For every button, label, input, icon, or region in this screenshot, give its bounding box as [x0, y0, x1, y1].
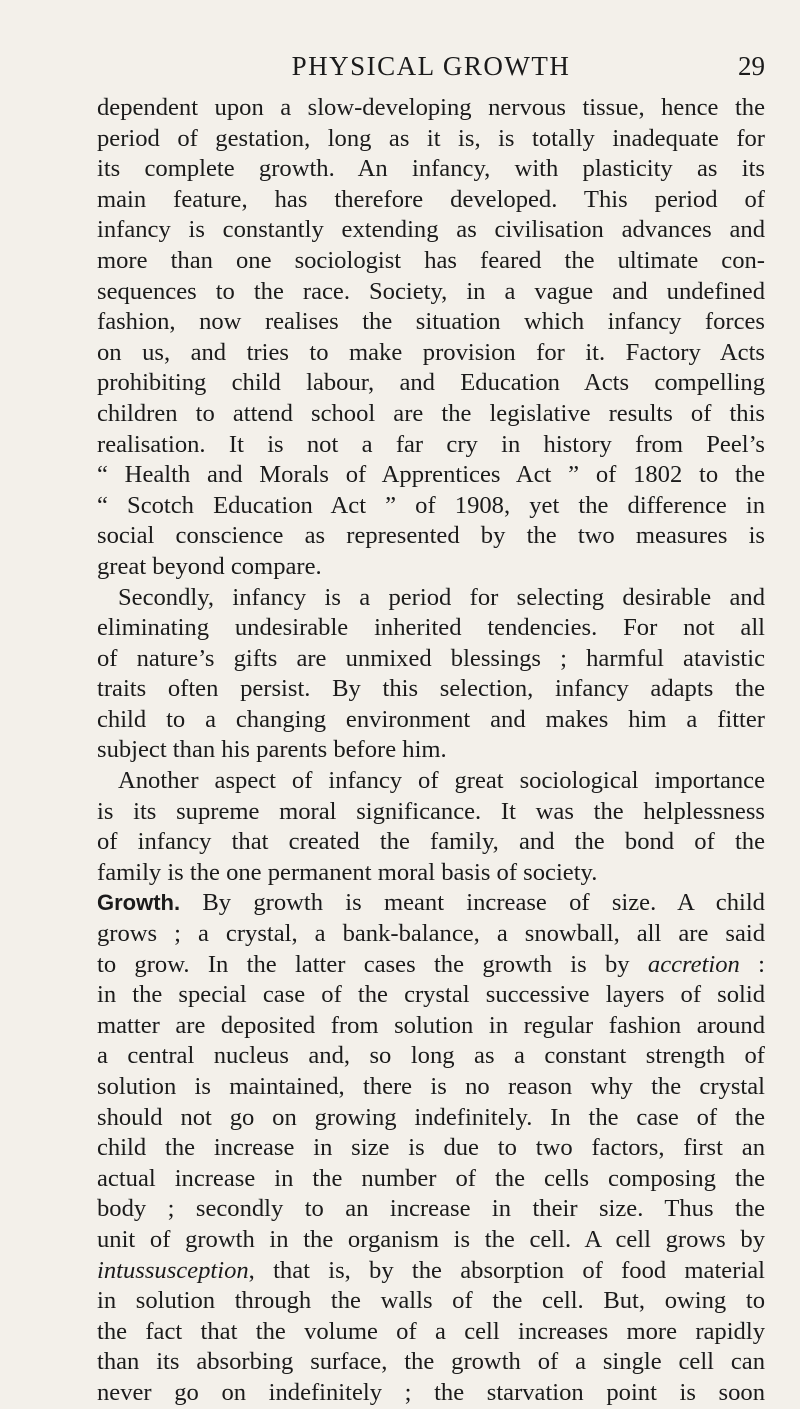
text-span: to grow. In the latter cases the growth is by [97, 950, 648, 978]
text-line: “ Health and Morals of Apprentices Act ” of 1802 to the [97, 461, 765, 489]
text-line: solution is maintained, there is no reason why the crystal [97, 1073, 765, 1100]
text-line: subject than his parents before him. [97, 736, 447, 764]
text-line: prohibiting child labour, and Education Acts compelling [97, 369, 765, 397]
text-line: unit of growth in the organism is the cell. A cell grows by [97, 1225, 765, 1253]
text-line: actual increase in the number of the cells composing the [97, 1164, 765, 1192]
page-header [97, 50, 765, 82]
italic-term-accretion: accretion [647, 950, 740, 978]
text-line: period of gestation, long as it is, is totally inadequate for [97, 124, 765, 152]
text-line: “ Scotch Education Act ” of 1908, yet the difference in [97, 491, 765, 519]
text-line: fashion, now realises the situation which infancy forces [97, 308, 765, 336]
text-line: body ; secondly to an increase in their size. Thus the [97, 1195, 765, 1223]
italic-term-intussusception: intussusception [97, 1256, 249, 1284]
growth-heading-line [97, 888, 765, 919]
text-line: grows ; a crystal, a bank-balance, a snowball, all are said [97, 920, 765, 948]
text-line: traits often persist. By this selection, infancy adapts the [97, 675, 765, 703]
text-line: the fact that the volume of a cell increases more rapidly [97, 1317, 765, 1345]
running-head: PHYSICAL GROWTH [291, 51, 571, 81]
accretion-line [97, 950, 765, 981]
section-heading-growth: Growth. [97, 890, 181, 916]
text-span: , that is, by the absorption of food material [248, 1256, 765, 1284]
text-line: on us, and tries to make provision for it. Factory Acts [97, 338, 765, 366]
body-text [97, 93, 765, 1409]
text-line: eliminating undesirable inherited tendencies. For not all [97, 614, 765, 642]
text-line: more than one sociologist has feared the ultimate con- [97, 246, 765, 274]
text-line: infancy is constantly extending as civilisation advances and [97, 216, 765, 244]
text-line: in solution through the walls of the cell. But, owing to [97, 1287, 765, 1315]
text-line: of infancy that created the family, and the bond of the [97, 828, 765, 856]
text-line: should not go on growing indefinitely. In the case of the [97, 1103, 765, 1131]
text-line: its complete growth. An infancy, with plasticity as its [97, 155, 765, 183]
text-span: By growth is meant increase of size. A child [202, 889, 765, 917]
text-line: than its absorbing surface, the growth of a single cell can [97, 1348, 765, 1376]
text-line: a central nucleus and, so long as a constant strength of [97, 1042, 765, 1070]
text-line: child to a changing environment and makes him a fitter [97, 705, 765, 733]
text-line: Another aspect of infancy of great sociological importance [118, 767, 765, 795]
text-line: child the increase in size is due to two factors, first an [97, 1134, 765, 1162]
text-line: is its supreme moral significance. It was the helplessness [97, 797, 765, 825]
page-number: 29 [738, 51, 765, 81]
text-line: family is the one permanent moral basis of society. [97, 858, 598, 886]
text-line: in the special case of the crystal successive layers of solid [97, 981, 765, 1009]
text-line: sequences to the race. Society, in a vague and undefined [97, 277, 765, 305]
text-line: matter are deposited from solution in regular fashion around [97, 1011, 765, 1039]
text-line: of nature’s gifts are unmixed blessings ; harmful atavistic [97, 644, 765, 672]
intussusception-line [97, 1256, 765, 1287]
text-line: social conscience as represented by the two measures is [97, 522, 765, 550]
text-line: children to attend school are the legislative results of this [97, 399, 765, 427]
text-line: dependent upon a slow-developing nervous tissue, hence the [97, 94, 765, 121]
text-line: main feature, has therefore developed. This period of [97, 185, 765, 213]
text-line: Secondly, infancy is a period for selecting desirable and [118, 583, 765, 611]
text-line: realisation. It is not a far cry in history from Peel’s [97, 430, 765, 458]
text-line: great beyond compare. [97, 552, 322, 580]
text-span: : [739, 950, 765, 978]
text-line: never go on indefinitely ; the starvation point is soon [97, 1378, 765, 1406]
